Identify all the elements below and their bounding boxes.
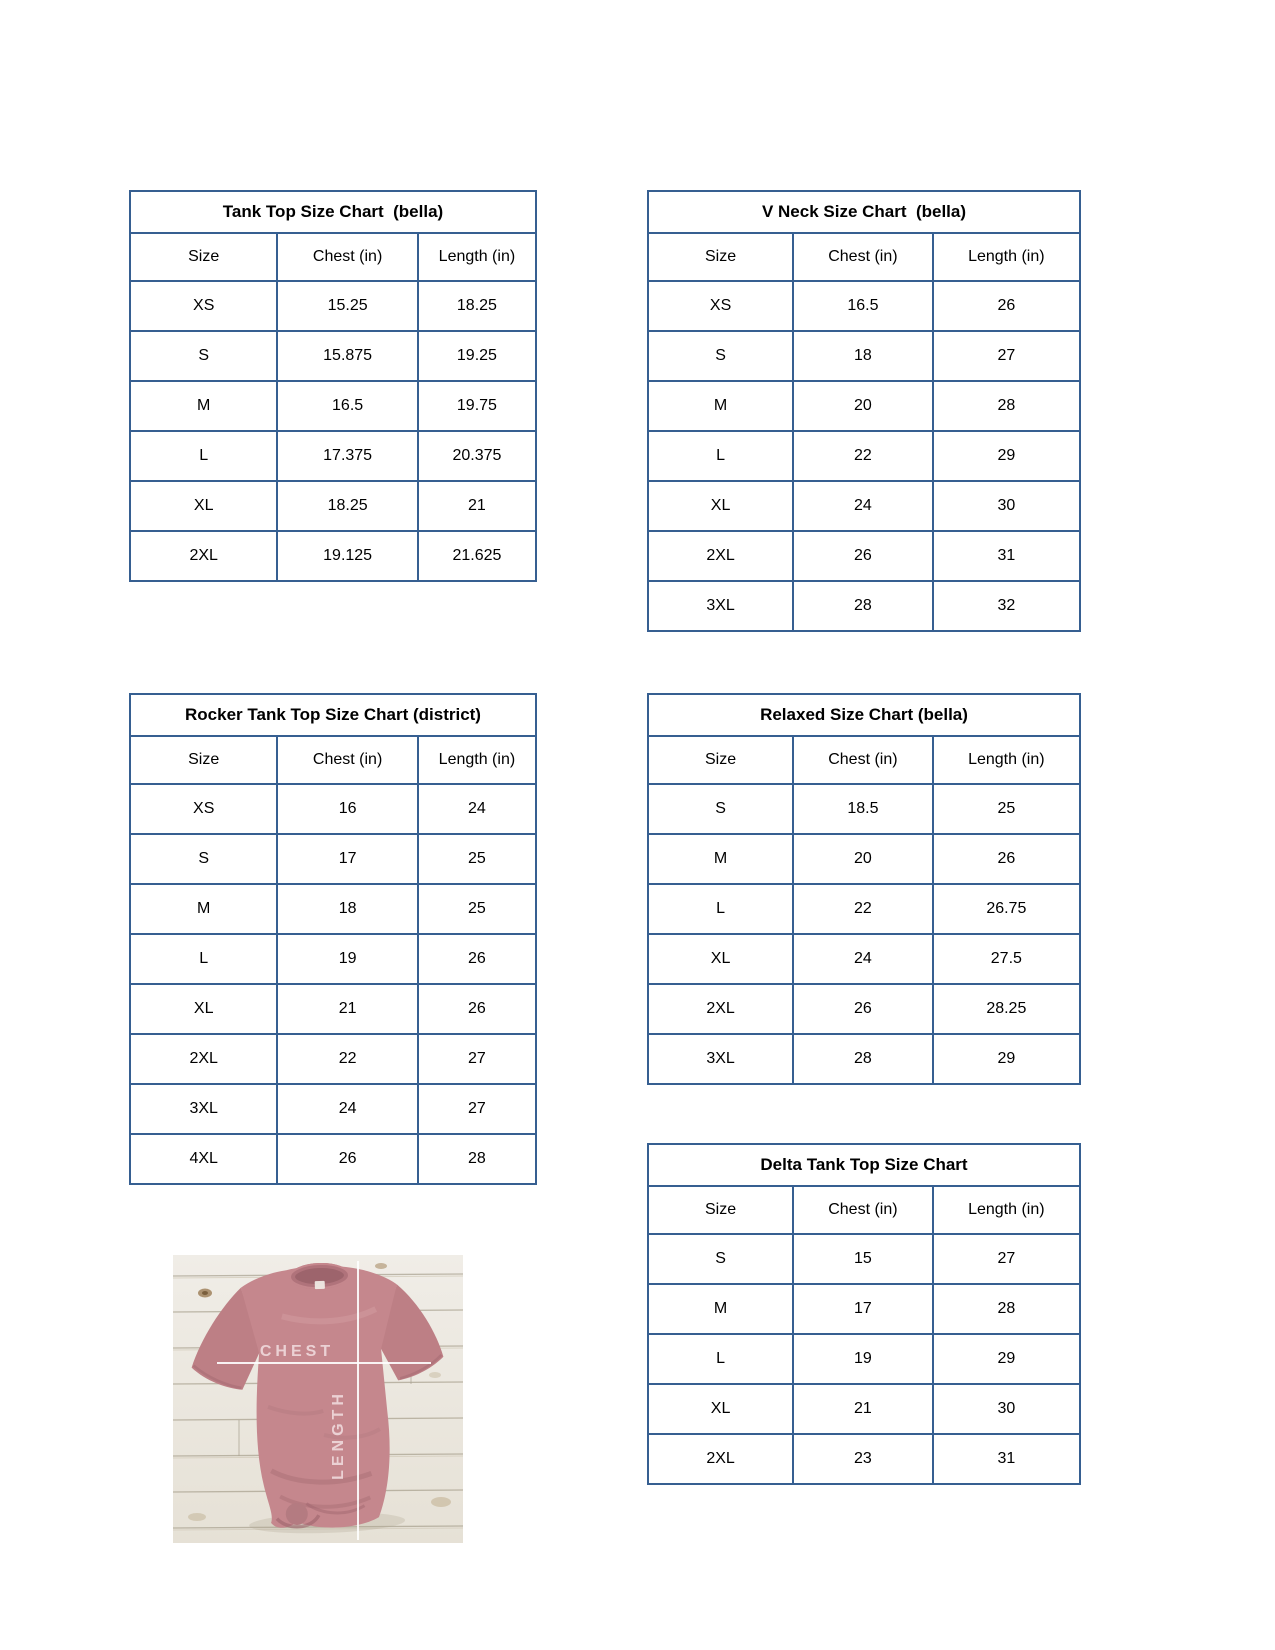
table-title: Tank Top Size Chart (bella)	[130, 191, 536, 233]
table-cell: XL	[648, 481, 793, 531]
table-row	[648, 1434, 1080, 1484]
table-cell: 24	[418, 784, 536, 834]
table-row	[130, 884, 536, 934]
column-header: Size	[648, 736, 793, 784]
table-header-row	[130, 736, 536, 784]
table-cell: 3XL	[648, 1034, 793, 1084]
table-cell: 3XL	[130, 1084, 277, 1134]
table-cell: 22	[277, 1034, 417, 1084]
table-row	[130, 784, 536, 834]
shirt-photo-graphic	[173, 1255, 463, 1543]
table-row	[648, 581, 1080, 631]
table-cell: 29	[933, 1034, 1080, 1084]
table-cell: 18	[277, 884, 417, 934]
table-row	[648, 531, 1080, 581]
table-cell: 26	[793, 531, 933, 581]
table-row	[130, 1134, 536, 1184]
column-header: Chest (in)	[277, 736, 417, 784]
table-row	[130, 481, 536, 531]
table-cell: 26	[793, 984, 933, 1034]
table-title-row	[130, 191, 536, 233]
table-row	[130, 834, 536, 884]
table-cell: 27	[933, 331, 1080, 381]
table-cell: 19	[277, 934, 417, 984]
table-cell: 26	[277, 1134, 417, 1184]
table-row	[648, 884, 1080, 934]
table-cell: 22	[793, 431, 933, 481]
table-cell: 24	[793, 934, 933, 984]
table-cell: 21	[793, 1384, 933, 1434]
size-chart	[647, 1143, 1081, 1485]
table-row	[648, 1384, 1080, 1434]
table-relaxed-size-chart	[647, 693, 1081, 1085]
table-title-row	[648, 191, 1080, 233]
table-title: V Neck Size Chart (bella)	[648, 191, 1080, 233]
table-cell: S	[130, 834, 277, 884]
table-cell: 18.5	[793, 784, 933, 834]
column-header: Size	[648, 1186, 793, 1234]
table-header-row	[648, 736, 1080, 784]
table-cell: 18.25	[277, 481, 417, 531]
column-header: Size	[130, 233, 277, 281]
table-cell: 21	[418, 481, 536, 531]
column-header: Chest (in)	[793, 233, 933, 281]
table-cell: 21.625	[418, 531, 536, 581]
column-header: Chest (in)	[793, 1186, 933, 1234]
table-cell: 22	[793, 884, 933, 934]
table-cell: 19	[793, 1334, 933, 1384]
table-v-neck-size-chart	[647, 190, 1081, 632]
table-cell: 27	[418, 1034, 536, 1084]
table-cell: 27	[418, 1084, 536, 1134]
table-row	[130, 984, 536, 1034]
table-title: Delta Tank Top Size Chart	[648, 1144, 1080, 1186]
table-row	[648, 784, 1080, 834]
column-header: Length (in)	[933, 233, 1080, 281]
table-cell: L	[648, 1334, 793, 1384]
table-cell: 2XL	[648, 1434, 793, 1484]
size-chart	[647, 190, 1081, 632]
table-cell: 16	[277, 784, 417, 834]
table-cell: 25	[418, 884, 536, 934]
table-cell: XL	[130, 984, 277, 1034]
table-cell: 17	[793, 1284, 933, 1334]
table-cell: 15.875	[277, 331, 417, 381]
table-row	[648, 934, 1080, 984]
column-header: Length (in)	[418, 233, 536, 281]
table-row	[648, 331, 1080, 381]
table-cell: 17.375	[277, 431, 417, 481]
table-title: Relaxed Size Chart (bella)	[648, 694, 1080, 736]
table-row	[130, 1084, 536, 1134]
table-cell: 30	[933, 481, 1080, 531]
table-row	[648, 834, 1080, 884]
table-cell: XS	[130, 281, 277, 331]
table-cell: 28	[418, 1134, 536, 1184]
shirt-neck-label	[315, 1281, 325, 1289]
table-cell: 20.375	[418, 431, 536, 481]
size-chart	[129, 693, 537, 1185]
table-cell: XS	[648, 281, 793, 331]
table-cell: 19.25	[418, 331, 536, 381]
table-cell: 30	[933, 1384, 1080, 1434]
table-cell: 29	[933, 431, 1080, 481]
table-cell: 19.125	[277, 531, 417, 581]
table-row	[130, 431, 536, 481]
column-header: Length (in)	[933, 736, 1080, 784]
table-cell: 28	[933, 381, 1080, 431]
column-header: Size	[648, 233, 793, 281]
table-cell: 25	[933, 784, 1080, 834]
column-header: Length (in)	[933, 1186, 1080, 1234]
table-cell: M	[130, 381, 277, 431]
table-row	[648, 1334, 1080, 1384]
table-cell: L	[648, 431, 793, 481]
table-cell: 17	[277, 834, 417, 884]
table-title-row	[130, 694, 536, 736]
table-title: Rocker Tank Top Size Chart (district)	[130, 694, 536, 736]
table-row	[130, 1034, 536, 1084]
table-cell: 2XL	[648, 984, 793, 1034]
table-cell: S	[648, 1234, 793, 1284]
table-cell: 2XL	[648, 531, 793, 581]
table-cell: L	[130, 934, 277, 984]
table-cell: 31	[933, 1434, 1080, 1484]
column-header: Size	[130, 736, 277, 784]
table-cell: 26	[418, 984, 536, 1034]
table-cell: 20	[793, 834, 933, 884]
column-header: Chest (in)	[277, 233, 417, 281]
table-cell: 15	[793, 1234, 933, 1284]
table-row	[648, 1284, 1080, 1334]
table-cell: 26	[418, 934, 536, 984]
table-cell: L	[130, 431, 277, 481]
table-row	[648, 281, 1080, 331]
table-rocker-tank-top-size-chart	[129, 693, 537, 1185]
table-row	[648, 381, 1080, 431]
table-cell: 4XL	[130, 1134, 277, 1184]
column-header: Chest (in)	[793, 736, 933, 784]
table-cell: 18	[793, 331, 933, 381]
table-cell: 27.5	[933, 934, 1080, 984]
table-row	[648, 1034, 1080, 1084]
table-cell: 26.75	[933, 884, 1080, 934]
table-cell: 28	[793, 581, 933, 631]
table-cell: 2XL	[130, 531, 277, 581]
table-cell: 24	[277, 1084, 417, 1134]
table-cell: S	[130, 331, 277, 381]
table-cell: XL	[648, 1384, 793, 1434]
table-cell: 27	[933, 1234, 1080, 1284]
table-title-row	[648, 1144, 1080, 1186]
chest-measure-label: CHEST	[259, 1343, 335, 1360]
table-cell: 16.5	[277, 381, 417, 431]
table-header-row	[648, 233, 1080, 281]
table-tank-top-size-chart	[129, 190, 537, 582]
size-chart	[129, 190, 537, 582]
table-header-row	[648, 1186, 1080, 1234]
table-cell: XL	[130, 481, 277, 531]
table-cell: M	[648, 834, 793, 884]
table-cell: S	[648, 784, 793, 834]
table-cell: 31	[933, 531, 1080, 581]
shirt-measurement-photo	[173, 1255, 463, 1543]
table-cell: 28.25	[933, 984, 1080, 1034]
table-cell: 18.25	[418, 281, 536, 331]
table-cell: 28	[933, 1284, 1080, 1334]
table-cell: L	[648, 884, 793, 934]
table-row	[130, 331, 536, 381]
table-cell: 26	[933, 281, 1080, 331]
table-cell: 21	[277, 984, 417, 1034]
table-row	[130, 934, 536, 984]
table-cell: M	[648, 381, 793, 431]
table-cell: 15.25	[277, 281, 417, 331]
table-cell: 19.75	[418, 381, 536, 431]
table-row	[130, 381, 536, 431]
column-header: Length (in)	[418, 736, 536, 784]
table-delta-tank-top-size-chart	[647, 1143, 1081, 1485]
table-row	[130, 281, 536, 331]
table-cell: 20	[793, 381, 933, 431]
table-row	[130, 531, 536, 581]
table-row	[648, 481, 1080, 531]
length-measure-label: LENGTH	[330, 1390, 347, 1480]
table-title-row	[648, 694, 1080, 736]
table-cell: S	[648, 331, 793, 381]
table-cell: 23	[793, 1434, 933, 1484]
table-cell: 26	[933, 834, 1080, 884]
table-cell: 32	[933, 581, 1080, 631]
table-cell: M	[648, 1284, 793, 1334]
table-cell: M	[130, 884, 277, 934]
table-cell: 28	[793, 1034, 933, 1084]
table-cell: 3XL	[648, 581, 793, 631]
table-cell: 29	[933, 1334, 1080, 1384]
table-row	[648, 431, 1080, 481]
table-cell: 2XL	[130, 1034, 277, 1084]
size-chart	[647, 693, 1081, 1085]
table-row	[648, 1234, 1080, 1284]
table-cell: XS	[130, 784, 277, 834]
table-cell: 16.5	[793, 281, 933, 331]
table-cell: 24	[793, 481, 933, 531]
table-cell: XL	[648, 934, 793, 984]
table-row	[648, 984, 1080, 1034]
table-header-row	[130, 233, 536, 281]
table-cell: 25	[418, 834, 536, 884]
